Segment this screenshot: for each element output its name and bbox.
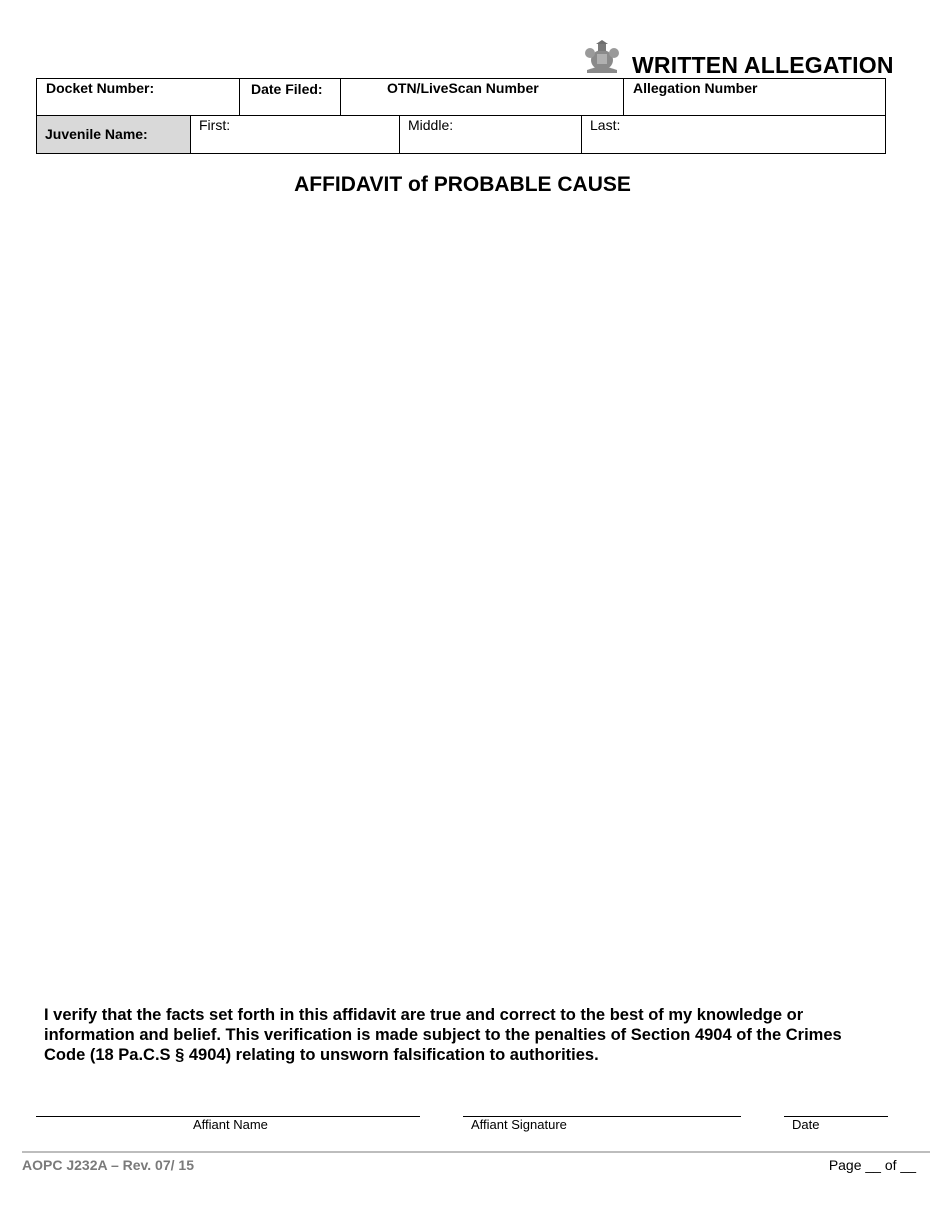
juvenile-name-label: Juvenile Name:: [45, 126, 148, 142]
affidavit-body-area[interactable]: [36, 215, 886, 995]
grid-col-divider: [190, 115, 191, 153]
last-name-label: Last:: [590, 117, 621, 133]
case-info-grid: [36, 78, 886, 154]
grid-col-divider: [340, 79, 341, 115]
affidavit-heading: AFFIDAVIT of PROBABLE CAUSE: [294, 173, 631, 196]
first-name-label: First:: [199, 117, 231, 133]
grid-col-divider: [399, 115, 400, 153]
affiant-name-label: Affiant Name: [193, 1117, 268, 1132]
affiant-signature-label: Affiant Signature: [471, 1117, 567, 1132]
grid-col-divider: [623, 79, 624, 115]
docket-number-label: Docket Number:: [46, 80, 155, 96]
grid-row-divider: [37, 115, 885, 116]
otn-livescan-label: OTN/LiveScan Number: [387, 80, 539, 96]
pennsylvania-seal-icon: [583, 40, 621, 74]
date-label: Date: [792, 1117, 820, 1132]
form-code: AOPC J232A – Rev. 07/ 15: [22, 1157, 194, 1173]
verification-statement: I verify that the facts set forth in this affidavit are true and correct to the best of my knowledge or information and belief. This verification is made subject to the penalties of Section 4904 of the Crimes Code (18 Pa.C.S § 4904) relating to unsworn falsification to authorities.: [44, 1006, 842, 1064]
form-title: WRITTEN ALLEGATION: [632, 52, 894, 78]
date-filed-label: Date Filed:: [251, 81, 323, 97]
allegation-number-label: Allegation Number: [633, 80, 758, 96]
page-number: Page __ of __: [828, 1157, 916, 1173]
grid-col-divider: [239, 79, 240, 115]
middle-name-label: Middle:: [408, 117, 454, 133]
grid-col-divider: [581, 115, 582, 153]
footer-divider: [22, 1151, 930, 1153]
